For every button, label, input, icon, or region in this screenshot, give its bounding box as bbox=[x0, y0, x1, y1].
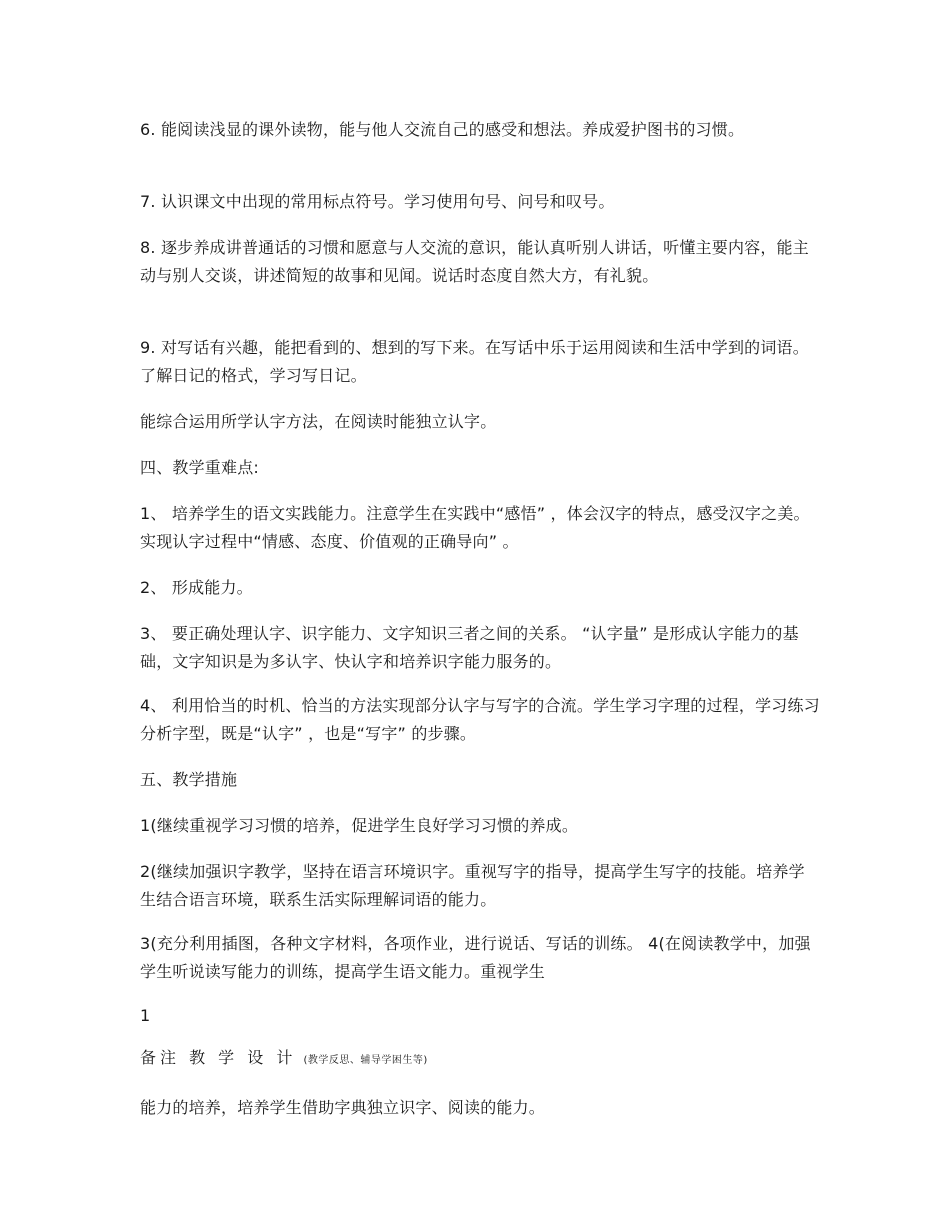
key-point-1: 1、 培养学生的语文实践能力。注意学生在实践中“感悟” ，体会汉字的特点，感受汉字之美。实现认字过程中“情感、态度、价值观的正确导向” 。 bbox=[140, 504, 810, 551]
paragraph-item-8: 8. 逐步养成讲普通话的习惯和愿意与人交流的意识，能认真听别人讲话，听懂主要内容，能主动与别人交谈，讲述简短的故事和见闻。说话时态度自然大方，有礼貌。 bbox=[140, 238, 809, 285]
page-number: 1 bbox=[140, 1006, 151, 1025]
last-line: 能力的培养，培养学生借助字典独立识字、阅读的能力。 bbox=[140, 1098, 546, 1117]
measure-1: 1(继续重视学习习惯的培养，促进学生良好学习习惯的养成。 bbox=[140, 816, 579, 835]
paragraph-item-9: 9. 对写话有兴趣，能把看到的、想到的写下来。在写话中乐于运用阅读和生活中学到的词语。了解日记的格式，学习写日记。 bbox=[140, 338, 809, 385]
measure-2: 2(继续加强识字教学，坚持在语言环境识字。重视写字的指导，提高学生写字的技能。培养学生结合语言环境，联系生活实际理解词语的能力。 bbox=[140, 862, 805, 909]
paragraph-item-6: 6. 能阅读浅显的课外读物，能与他人交流自己的感受和想法。养成爱护图书的习惯。 bbox=[140, 120, 745, 139]
section-heading-key-points: 四、教学重难点: bbox=[140, 458, 259, 477]
paragraph-item-7: 7. 认识课文中出现的常用标点符号。学习使用句号、问号和叹号。 bbox=[140, 192, 615, 211]
key-point-4: 4、 利用恰当的时机、恰当的方法实现部分认字与写字的合流。学生学习字理的过程，学习练习分析字型，既是“认字” ，也是“写字” 的步骤。 bbox=[140, 696, 820, 743]
notes-heading-subtitle: (教学反思、辅导学困生等) bbox=[303, 1055, 428, 1066]
measure-3-4: 3(充分利用插图，各种文字材料，各项作业，进行说话、写话的训练。 4(在阅读教学中，加强学生听说读写能力的训练，提高学生语文能力。重视学生 bbox=[140, 934, 811, 981]
key-point-2: 2、 形成能力。 bbox=[140, 578, 253, 597]
section-heading-measures: 五、教学措施 bbox=[140, 770, 238, 789]
notes-heading-title: 备注 教 学 设 计 bbox=[140, 1048, 297, 1067]
notes-heading bbox=[140, 1044, 428, 1075]
key-point-3: 3、 要正确处理认字、识字能力、文字知识三者之间的关系。 “认字量” 是形成认字能力的基础，文字知识是为多认字、快认字和培养识字能力服务的。 bbox=[140, 624, 799, 671]
paragraph-independent-reading: 能综合运用所学认字方法，在阅读时能独立认字。 bbox=[140, 412, 497, 431]
